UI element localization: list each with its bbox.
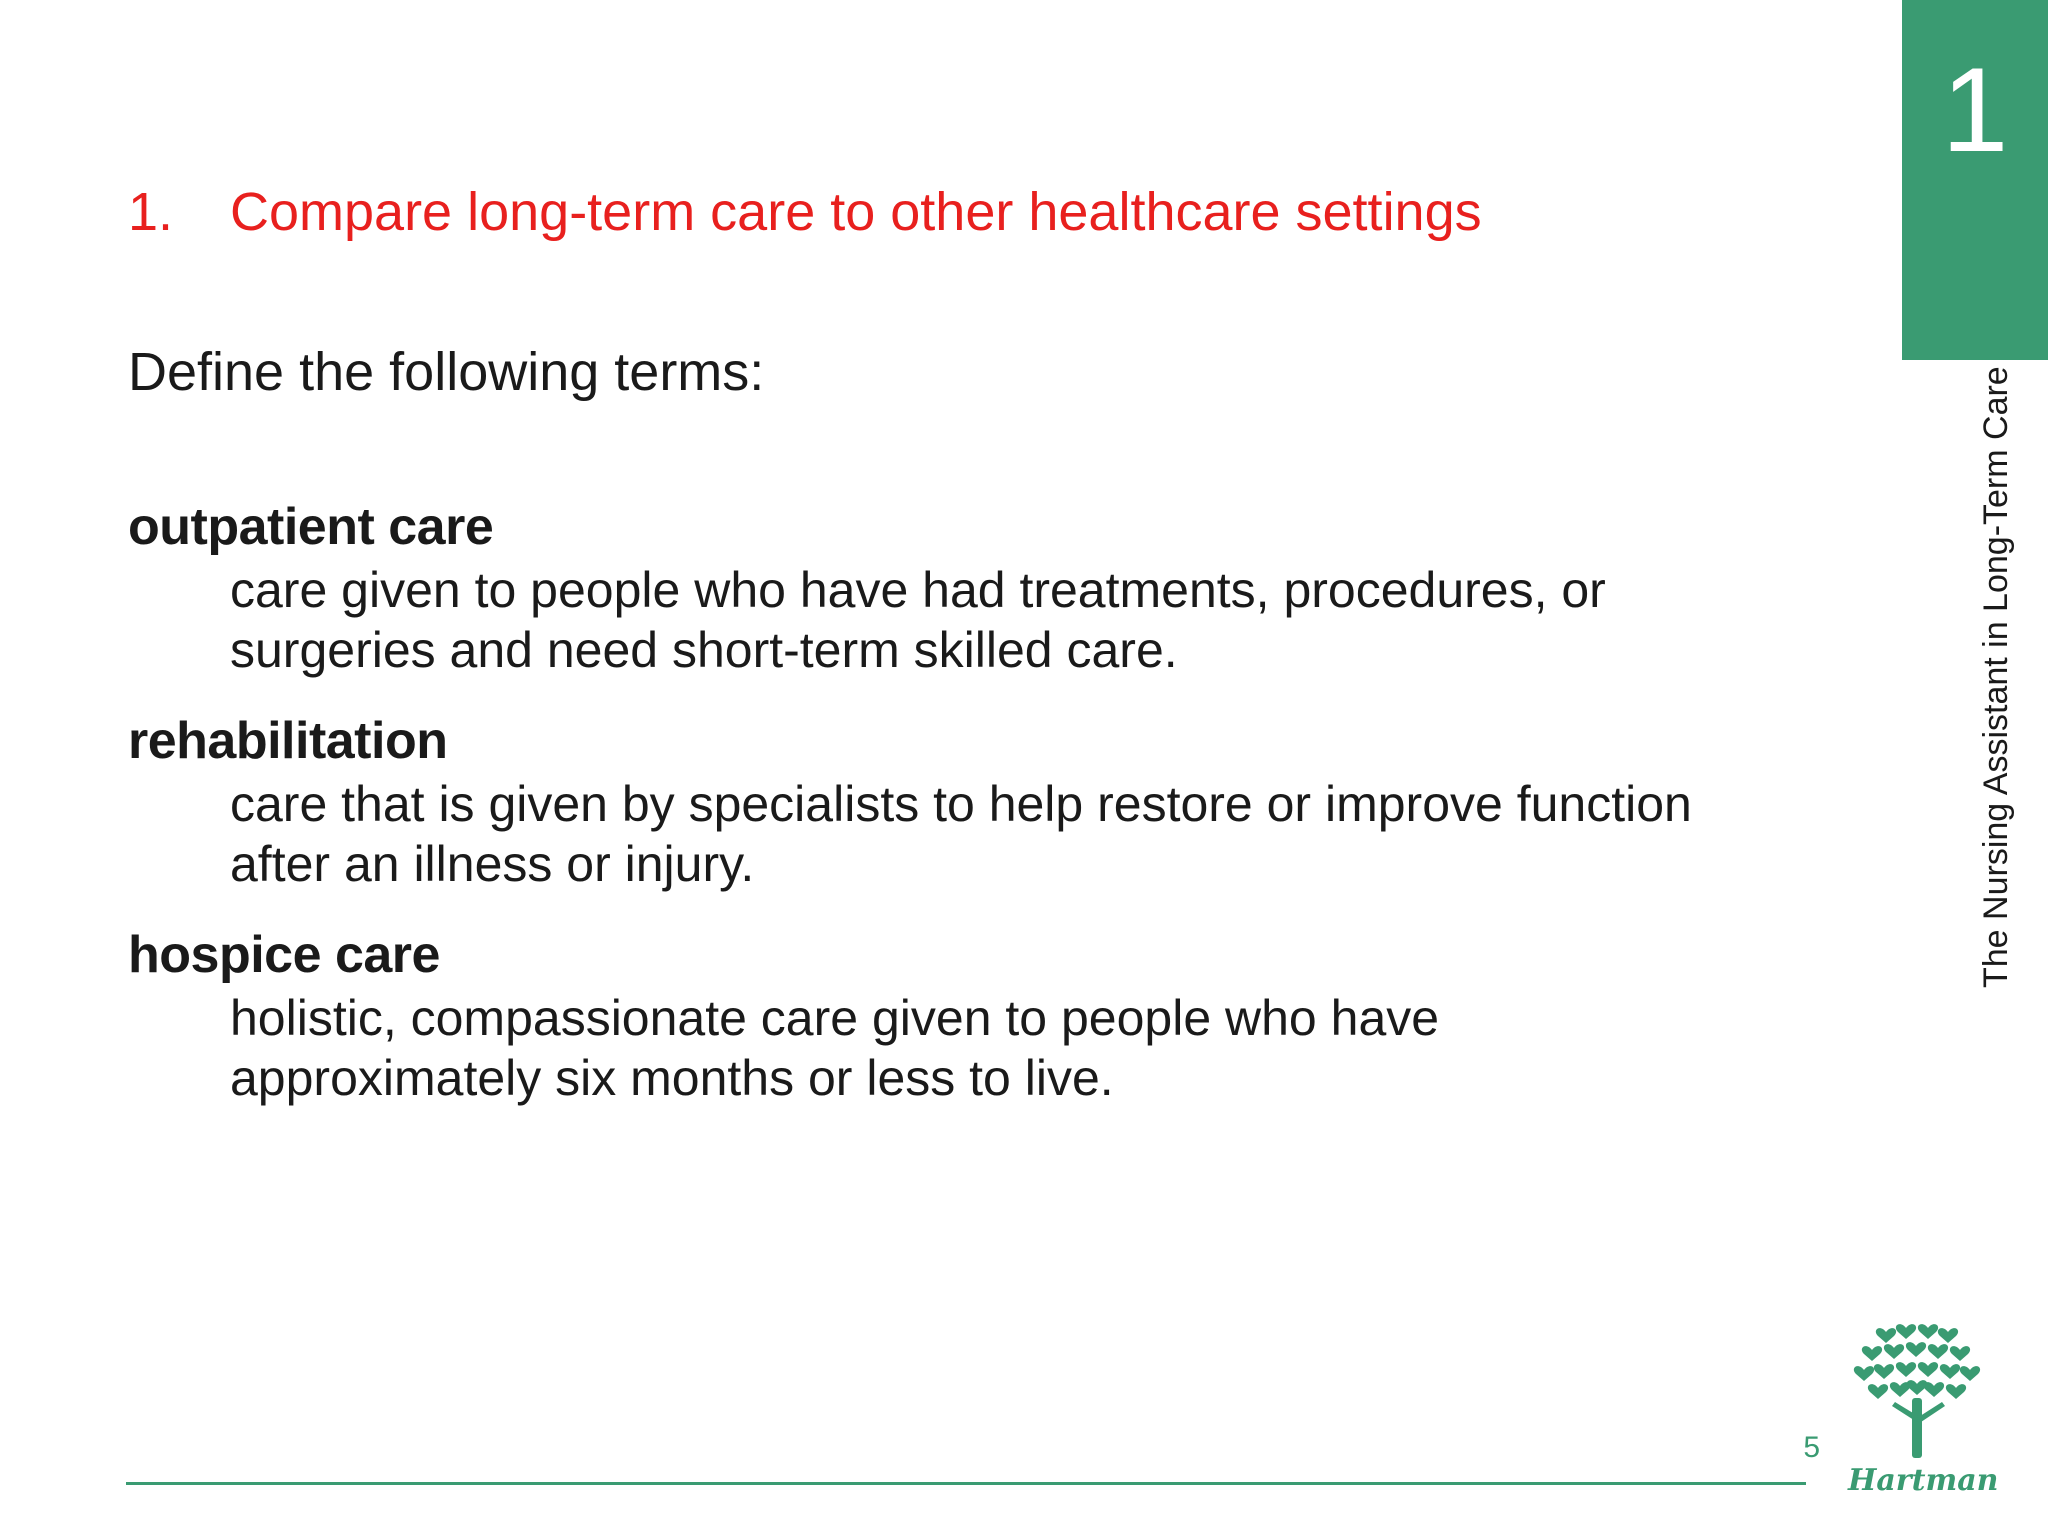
learning-objective	[128, 180, 1482, 244]
heart-tree-icon	[1848, 1322, 1988, 1462]
definition-line: approximately six months or less to live.	[230, 1050, 1114, 1106]
objective-number: 1.	[128, 182, 174, 242]
objective-text: Compare long-term care to other healthcare settings	[230, 182, 1482, 242]
definition-rehabilitation	[230, 774, 1888, 894]
definition-outpatient-care	[230, 560, 1888, 680]
term-hospice-care: hospice care	[128, 926, 440, 984]
definition-line: care given to people who have had treatments, procedures, or	[230, 562, 1606, 618]
chapter-tab	[1902, 0, 2048, 360]
definition-line: after an illness or injury.	[230, 836, 755, 892]
book-title: The Nursing Assistant in Long-Term Care	[1977, 366, 2015, 988]
term-outpatient-care: outpatient care	[128, 498, 494, 556]
term-rehabilitation: rehabilitation	[128, 712, 448, 770]
hartman-logo	[1848, 1322, 1999, 1502]
logo-wordmark: Hartman	[1848, 1463, 1999, 1498]
page-number: 5	[1803, 1431, 1820, 1464]
definition-hospice-care	[230, 988, 1888, 1108]
definition-line: holistic, compassionate care given to people who have	[230, 990, 1440, 1046]
intro-text: Define the following terms:	[128, 342, 765, 402]
term-list	[128, 494, 1888, 1136]
chapter-number: 1	[1941, 43, 2009, 177]
footer-divider	[126, 1482, 1806, 1485]
definition-line: surgeries and need short-term skilled care.	[230, 622, 1178, 678]
definition-line: care that is given by specialists to help restore or improve function	[230, 776, 1692, 832]
